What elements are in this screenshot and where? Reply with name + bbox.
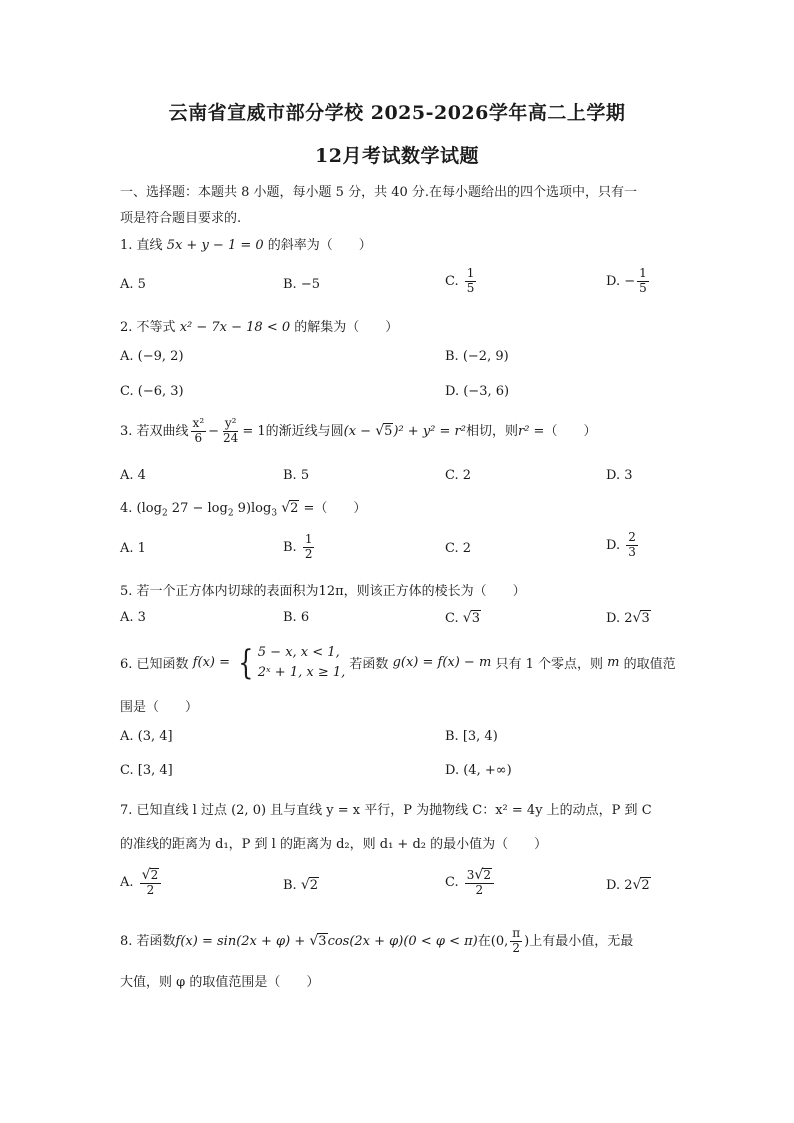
q6-b-value: [3, 4) — [462, 729, 498, 744]
q4-b-fraction — [303, 533, 315, 562]
q4-option-d[interactable] — [606, 531, 640, 560]
q7-a-fraction — [140, 867, 162, 898]
q7-a-radical-icon: √ — [141, 867, 151, 883]
q2-prefix: 2. 不等式 — [120, 320, 176, 335]
q1-option-b[interactable] — [283, 277, 320, 292]
q6-c-value: [3, 4] — [137, 763, 173, 778]
q2-b-value: (−2, 9) — [462, 349, 509, 364]
q8-expr: f(x) = sin(2x + φ) + — [175, 933, 310, 949]
q2-option-a[interactable] — [120, 349, 184, 364]
q8-rad: 3 — [318, 933, 327, 949]
q8-pi-den: 2 — [512, 940, 520, 955]
q5-option-c[interactable] — [445, 610, 481, 626]
q2-suffix: 的解集为（ ） — [294, 320, 399, 335]
q7-option-b[interactable] — [283, 877, 319, 893]
q1-option-d[interactable] — [606, 267, 651, 296]
q2-d-value: (−3, 6) — [463, 384, 510, 399]
q4-prefix: 4. — [120, 501, 133, 516]
q1-prefix: 1. 直线 — [120, 238, 163, 253]
q8-interval-open: (0, — [490, 933, 509, 949]
q1-c-label: C. — [445, 273, 459, 289]
q4-expr-c: 9)log — [233, 501, 272, 516]
q3-circle-open: (x − — [343, 423, 376, 439]
q2-c-label: C. — [120, 384, 134, 399]
q2-option-d[interactable] — [445, 384, 509, 399]
q5-d-label: D. — [606, 611, 621, 626]
q8-mid: 在 — [477, 933, 491, 949]
q4-b-label: B. — [283, 539, 297, 555]
q2-b-label: B. — [445, 349, 459, 364]
question-4 — [120, 497, 366, 519]
question-8 — [120, 927, 633, 956]
q7-c-fraction — [465, 867, 494, 898]
left-brace-icon: { — [238, 642, 254, 683]
q6-prefix: 6. 已知函数 — [120, 657, 189, 672]
q7-d-rad: 2 — [641, 878, 650, 893]
q1-expr: 5x + y − 1 = 0 — [166, 238, 264, 253]
q5-c-label: C. — [445, 611, 459, 626]
q4-b-num: 1 — [304, 532, 313, 546]
q4-d-fraction — [626, 531, 638, 560]
q4-expr-a: (log — [136, 501, 162, 516]
exam-title-line2: 12月考试数学试题 — [315, 145, 479, 167]
q7-b-label: B. — [283, 878, 297, 893]
q6-line2: 围是（ ） — [120, 700, 199, 715]
q1-c-den: 5 — [466, 280, 475, 295]
q5-c-radical-icon: √ — [462, 610, 472, 626]
q2-option-b[interactable] — [445, 349, 509, 364]
q6-d-label: D. — [445, 763, 460, 778]
q1-option-c[interactable] — [445, 267, 478, 296]
q1-d-den: 5 — [639, 280, 647, 295]
question-5 — [120, 580, 526, 599]
q1-c-num: 1 — [466, 266, 475, 280]
q6-b-label: B. — [445, 729, 459, 744]
q3-f1-num: x² — [192, 416, 205, 430]
q6-case1: 5 − x, x < 1, — [257, 645, 340, 660]
q4-sub3: 3 — [271, 508, 278, 519]
q6-cases — [258, 643, 345, 682]
q5-line-b: ，则该正方体的棱长为（ ） — [343, 584, 526, 599]
q1-d-label: D. — [606, 273, 621, 289]
q5-line-a: 5. 若一个正方体内切球的表面积为 — [120, 584, 319, 599]
q3-r2: r² = — [518, 423, 545, 439]
question-2 — [120, 316, 398, 335]
q7-c-num-wrap — [465, 867, 494, 884]
q3-radical-icon: √ — [375, 422, 385, 439]
q8-radical-icon: √ — [309, 932, 319, 949]
q6-suffix: 只有 1 个零点，则 — [495, 657, 603, 672]
q4-end: =（ ） — [299, 501, 367, 516]
q6-a-value: (3, 4] — [137, 729, 173, 744]
q2-a-label: A. — [120, 349, 134, 364]
q1-d-num: 1 — [639, 266, 647, 280]
q6-c-label: C. — [120, 763, 134, 778]
q8-pi-fraction — [510, 927, 522, 956]
q8-pi-num: π — [512, 926, 521, 940]
q3-option-b[interactable]: B. 5 — [283, 468, 310, 483]
q3-option-a[interactable]: A. 4 — [120, 468, 146, 483]
q3-minus: − — [208, 423, 220, 439]
q3-fraction-1 — [191, 417, 207, 446]
question-7-line1: 7. 已知直线 l 过点 (2, 0) 且与直线 y = x 平行，P 为抛物线 C：x² = 4y 上的动点，P 到 C — [120, 803, 652, 818]
q4-option-c[interactable]: C. 2 — [445, 541, 472, 556]
q1-d-fraction — [637, 267, 649, 296]
q6-d-value: (4, +∞) — [463, 763, 512, 778]
q2-a-value: (−9, 2) — [137, 349, 184, 364]
q3-suffix: 相切，则 — [465, 423, 518, 439]
q3-f2-den: 24 — [223, 430, 239, 445]
q7-a-num-wrap — [140, 867, 162, 884]
q7-a-num: 2 — [150, 868, 159, 882]
q5-d-radical-icon: √ — [632, 610, 642, 626]
q7-option-d[interactable] — [606, 877, 651, 893]
q3-option-c[interactable]: C. 2 — [445, 468, 472, 483]
q6-a-label: A. — [120, 729, 134, 744]
q7-c-num: 2 — [483, 868, 491, 882]
q2-expr: x² − 7x − 18 < 0 — [179, 320, 291, 335]
q6-tail: 的取值范 — [623, 657, 676, 672]
section-intro-line1: 一、选择题：本题共 8 小题，每小题 5 分，共 40 分.在每小题给出的四个选项中，只有一 — [120, 185, 638, 200]
q4-sub1: 2 — [161, 508, 168, 519]
q4-expr-b: 27 − log — [167, 501, 228, 516]
q7-a-label: A. — [120, 874, 134, 890]
q3-fraction-2 — [221, 417, 240, 446]
q4-d-den: 3 — [628, 544, 636, 559]
section-intro-line2: 项是符合题目要求的. — [120, 211, 242, 226]
q5-option-b[interactable]: B. 6 — [283, 610, 310, 625]
q7-c-label: C. — [445, 874, 459, 890]
q4-d-label: D. — [606, 537, 621, 553]
q5-d-rad: 3 — [641, 611, 650, 626]
q3-circle-close: )² + y² = r² — [393, 423, 466, 439]
q6-mid: 若函数 — [349, 657, 389, 672]
q3-option-d[interactable]: D. 3 — [606, 468, 633, 483]
q7-option-c[interactable] — [445, 867, 496, 898]
q5-pi-value: 12π — [318, 584, 344, 599]
q4-radical-icon: √ — [281, 500, 291, 516]
q7-d-label: D. 2 — [606, 878, 633, 893]
q3-end: （ ） — [544, 423, 597, 439]
q2-option-c[interactable] — [120, 384, 184, 399]
q3-f1-den: 6 — [194, 430, 203, 445]
q4-option-a[interactable]: A. 1 — [120, 541, 146, 556]
q2-d-label: D. — [445, 384, 460, 399]
q7-b-radical-icon: √ — [300, 877, 310, 893]
question-6 — [120, 643, 676, 682]
q7-c-radical-icon: √ — [474, 867, 484, 883]
question-8-line2: 大值，则 φ 的取值范围是（ ） — [120, 975, 320, 990]
q7-c-den: 2 — [475, 883, 484, 898]
q7-c-coef: 3 — [466, 868, 475, 882]
q6-option-a[interactable] — [120, 729, 173, 744]
question-7-line2: 的准线的距离为 d₁，P 到 l 的距离为 d₂，则 d₁ + d₂ 的最小值为（ ） — [120, 837, 548, 852]
question-3 — [120, 417, 596, 446]
q6-fx: f(x) = — [192, 655, 230, 670]
q3-f2-num: y² — [224, 416, 237, 430]
q4-d-num: 2 — [628, 530, 636, 544]
q7-option-a[interactable] — [120, 867, 163, 898]
q4-sub2: 2 — [227, 508, 234, 519]
q1-suffix: 的斜率为（ ） — [267, 238, 372, 253]
q8-suffix: 上有最小值，无最 — [529, 933, 634, 949]
q1-b-value: −5 — [300, 277, 320, 292]
q5-option-d[interactable] — [606, 610, 651, 626]
q7-d-radical-icon: √ — [632, 877, 642, 893]
q5-c-rad: 3 — [471, 611, 480, 626]
q6-m: m — [607, 655, 620, 670]
q6-option-b[interactable] — [445, 729, 498, 744]
q1-b-label: B. — [283, 277, 297, 292]
q4-b-den: 2 — [304, 546, 313, 561]
q7-b-rad: 2 — [309, 878, 319, 893]
q5-option-a[interactable]: A. 3 — [120, 610, 146, 625]
q2-c-value: (−6, 3) — [137, 384, 184, 399]
q6-option-c[interactable] — [120, 763, 173, 778]
q6-gx: g(x) = f(x) − m — [392, 655, 492, 670]
q6-piecewise — [234, 643, 345, 682]
q8-interval-close: ) — [524, 933, 530, 949]
q1-option-a[interactable]: A. 5 — [120, 277, 146, 292]
q3-sqrt5: 5 — [384, 423, 393, 439]
q1-c-fraction — [465, 267, 477, 296]
question-1 — [120, 234, 372, 253]
exam-title-line1: 云南省宣威市部分学校 2025-2026学年高二上学期 — [168, 102, 626, 124]
q7-a-den: 2 — [146, 883, 155, 898]
q8-expr2: cos(2x + φ)(0 < φ < π) — [327, 933, 478, 949]
q1-d-sign: − — [624, 273, 636, 289]
q4-option-b[interactable] — [283, 533, 316, 562]
q3-prefix: 3. 若双曲线 — [120, 423, 189, 439]
q5-d-coef: 2 — [624, 611, 633, 626]
q3-eq: = 1 — [242, 423, 266, 439]
q6-case2: 2ˣ + 1, x ≥ 1, — [257, 664, 346, 680]
q8-prefix: 8. 若函数 — [120, 933, 176, 949]
q3-mid: 的渐近线与圆 — [265, 423, 344, 439]
q4-sqrt2: 2 — [290, 501, 299, 516]
q6-option-d[interactable] — [445, 763, 512, 778]
